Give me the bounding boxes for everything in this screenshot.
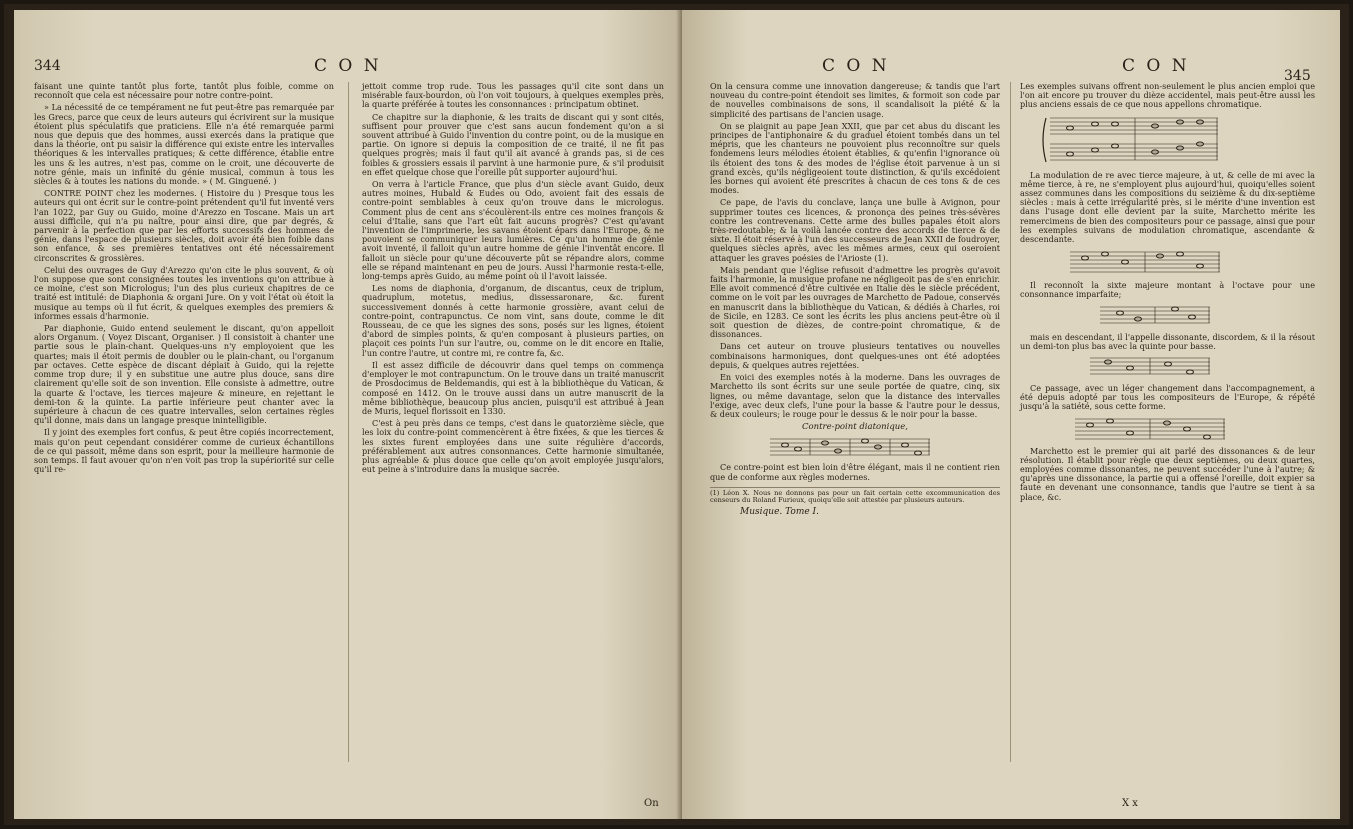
paragraph: » La nécessité de ce tempérament ne fut peut-être pas remarquée par les Grecs, parce que ceux de leurs auteurs qui écrivirent sur la musique étoient plus spéculatifs que praticiens. Elle n'a été remarquée parmi nous que depuis que des hommes, aussi exercés dans la pratique que dans la théorie, ont pu saisir la différence qui existe entre les intervalles théoriques & les intervalles pratiques; & cette différence, établie entre les uns & les autres, n'est pas, comme on le croit, une découverte de notre génie, mais un infinité du génie musical, commun à tous les siècles & à toutes les nations du monde. » ( M. Ginguené. ) (34, 102, 334, 187)
paragraph: Marchetto est le premier qui ait parlé des dissonances & de leur résolution. Il établit pour règle que deux septièmes, ou deux quartes, employées comme dissonantes, ne peuvent succéder l'une à l'autre; & qu'après une dissonance, la partie qui a offensé l'oreille, doit expier sa faute en devenant une consonnance, tandis que l'autre se tient à sa place, &c. (1020, 445, 1315, 502)
running-head-left: C O N (314, 56, 382, 76)
paragraph: CONTRE POINT chez les modernes. ( Histoire du ) Presque tous les auteurs qui ont écrit sur le contre-point prétendent qu'il fut inventé vers l'an 1022, par Guy ou Guido, moine d'Arezzo en Toscane. Mais un art aussi difficile, qui n'a pu naître, pour ainsi dire, que par degrés, & parvenir à la perfection que par les efforts successifs des hommes de génie, dans l'espace de plusieurs siècles, doit avoir été bien foible dans son enfance, & ses premières tentatives ont été nécessairement circonscrites & grossières. (34, 188, 334, 263)
paragraph: Les noms de diaphonia, d'organum, de discantus, ceux de triplum, quadruplum, motetus, medius, dissessaronare, &c. furent successivement donnés à cette harmonie grossière, avant celui de contre-point, contrapunctus. Ce nom vint, sans doute, comme le dit Rousseau, de ce que les signes des sons, posés sur les lignes, étoient d'abord de simples points, & qu'en composant à plusieurs parties, on plaçoit ces points l'un sur l'autre, ou, comme on le dit encore en Italie, l'un contre l'autre, ut contre mi, re contre fa, &c. (362, 283, 664, 358)
left-page (14, 10, 682, 819)
paragraph: Par diaphonie, Guido entend seulement le discant, qu'on appelloit alors Organum. ( Voyez Discant, Organiser. ) Il consistoit à chanter une partie sous le plain-chant. Quelques-uns n'y employoient que les quartes; mais il étoit permis de doubler ou le plain-chant, ou l'organum par octaves. Cette espèce de discant déplait à Guido, qui la rejette comme trop dure; il y en substitue une autre plus douce, sans dire clairement qu'elle soit de son invention. Elle consiste à admettre, outre la quarte & l'octave, les tierces majeure & mineure, en rejettant le demi-ton & la quinte. La partie inférieure peut chanter avec la supérieure à chacun de ces quatre intervalles, selon certaines règles qu'il donne, mais dans un langage presque inintelligible. (34, 323, 334, 426)
paragraph: Celui des ouvrages de Guy d'Arezzo qu'on cite le plus souvent, & où l'on suppose que sont consignées toutes les inventions qu'on attribue à ce moine, c'est son Micrologus; l'un des plus curieux chapitres de ce traité est intitulé: de Diaphonia & organi Jure. On y voit l'état où étoit la musique au temps où il fut écrit, & quelques exemples des premiers & informes essais d'harmonie. (34, 264, 334, 321)
signature-mark-right: X x (1122, 798, 1138, 809)
paragraph: Il est assez difficile de découvrir dans quel temps on commença d'employer le mot contrapunctum. On le trouve dans un traité manuscrit de Prosdocimus de Beldemandis, qui est à la bibliothèque du Vatican, & composé en 1412. On le trouve aussi dans un autre manuscrit de la même bibliothèque, beaucoup plus ancien, puisqu'il est attribué à Jean de Muris, lequel florissoit en 1330. (362, 359, 664, 416)
open-book-scan (4, 4, 1349, 825)
paragraph: jettoit comme trop rude. Tous les passages qu'il cite sont dans un misérable faux-bourdon, où l'on voit toujours, à quelques exemples près, la quarte préférée à toutes les consonnances : principatum obtinet. (362, 81, 664, 110)
music-example-form (1020, 416, 1315, 442)
right-page (682, 10, 1340, 819)
paragraph: Ce chapitre sur la diaphonie, & les traits de discant qui y sont cités, suffisent pour prouver que c'est sans aucun fondement qu'on a si souvent attribué à Guido l'invention du contre point, ou de la musique en partie. On ignore si depuis la composition de ce traité, il ne fit pas quelques progrès; mais il faut qu'il ait avancé à grands pas, si de ces foibles & grossiers essais il parvint à une harmonie pure, & s'il produisit en effet quelque chose que l'oreille pût supporter aujourd'hui. (362, 111, 664, 177)
paragraph: mais en descendant, il l'appelle dissonante, discordem, & il la résout un demi-ton plus bas avec la quinte pour basse. (1020, 331, 1315, 351)
paragraph: Les exemples suivans offrent non-seulement le plus ancien emploi que l'on ait encore pu trouver du dièze accidentel, mais peut-être aussi les plus anciens essais de ce que nous appellons chromatique. (1020, 81, 1315, 110)
right-column-1 (710, 82, 1000, 517)
music-example-chromatic-2 (1020, 248, 1315, 276)
column-rule (1010, 82, 1011, 762)
music-example-dissonance (1020, 355, 1315, 379)
music-example-diatonic (710, 436, 1000, 458)
catchword: On (644, 798, 659, 809)
paragraph: Dans cet auteur on trouve plusieurs tentatives ou nouvelles combinaisons harmoniques, dont quelques-unes ont été adoptées depuis, & quelques autres rejettées. (710, 341, 1000, 370)
signature-mark: Musique. Tome I. (740, 506, 819, 517)
paragraph: faisant une quinte tantôt plus forte, tantôt plus foible, comme on reconnoît que cela est nécessaire pour notre contre-point. (34, 81, 334, 101)
paragraph: On la censura comme une innovation dangereuse; & tandis que l'art nouveau du contre-point étendoit ses limites, & formoit son code par de nouvelles combinaisons de sons, il scandalisoit la piété & la simplicité des partisans de l'ancien usage. (710, 81, 1000, 119)
page-number-left: 344 (34, 58, 61, 74)
running-head-right-2: C O N (1122, 56, 1190, 76)
paragraph: En voici des exemples notés à la moderne. Dans les ouvrages de Marchetto ils sont écrits sur une seule portée de quatre, cinq, six lignes, ou même davantage, selon que la distance des intervalles l'exige, avec deux clefs, l'une pour la basse & l'autre pour le dessus, & deux couleurs; le rouge pour le dessus & le noir pour la basse. (710, 372, 1000, 419)
column-rule (348, 82, 349, 762)
music-example-chromatic-1 (1020, 114, 1315, 166)
page-number-right: 345 (1284, 68, 1311, 84)
footnote: (1) Léon X. Nous ne donnons pas pour un fait certain cette excommunication des censeurs du Roland Furieux, quoiqu'elle soit attestée par plusieurs auteurs. (710, 488, 1000, 505)
example-caption: Contre-point diatonique, (802, 422, 908, 433)
paragraph: C'est à peu près dans ce temps, c'est dans le quatorzième siècle, que les loix du contre-point commencèrent à être fixées, & que les tierces & les sixtes furent employées dans une suite régulière d'accords, préférablement aux autres consonnances. Cette harmonie simultanée, plus agréable & plus douce que celle qu'on avoit employée jusqu'alors, eut peine à s'introduire dans la musique sacrée. (362, 418, 664, 475)
paragraph: Mais pendant que l'église refusoit d'admettre les progrès qu'avoit faits l'harmonie, la musique profane ne négligeoit pas de s'en enrichir. Elle avoit commencé d'être cultivée en Italie dès le siècle précédent, comme on le voit par les ouvrages de Marchetto de Padoue, conservés en manuscrit dans la bibliothèque du Vatican, & dédiés à Charles, roi de Sicile, en 1283. Ce sont les écrits les plus anciens peut-être où il soit question de dièzes, de contre-point chromatique, & de dissonances. (710, 264, 1000, 340)
left-column-1 (34, 82, 334, 477)
right-column-2 (1020, 82, 1315, 505)
paragraph: Ce contre-point est bien loin d'être élégant, mais il ne contient rien que de conforme aux règles modernes. (710, 462, 1000, 482)
paragraph: Il y joint des exemples fort confus, & peut être copiés incorrectement, mais qu'on peut cependant considérer comme de curieux échantillons de ce qui passoit, même dans son esprit, pour la meilleure harmonie de son temps. Il faut avouer qu'on n'en voit pas trop la supériorité sur celle qu'il re- (34, 427, 334, 475)
paragraph: La modulation de re avec tierce majeure, à ut, & celle de mi avec la même tierce, à re, ne s'employent plus aujourd'hui, quoiqu'elles soient assez communes dans les compositions du seizième & du dix-septième siècles : mais à cette irrégularité près, si le mérite d'une invention est dans l'usage dont elle devient par la suite, Marchetto mérite les remercimens de bien des compositeurs pour ce passage, ainsi que pour les exemples suivans de modulation chromatique, ascendante & descendante. (1020, 169, 1315, 245)
paragraph: Ce pape, de l'avis du conclave, lança une bulle à Avignon, pour supprimer toutes ces licences, & prononça des peines très-sévères contre les contrevenans. Cette arme des bulles papales étoit alors très-redoutable; & la voilà lancée contre des accords de tierce & de sixte. Il étoit réservé à l'un des successeurs de Jean XXII de foudroyer, quelques siècles après, avec les mêmes armes, ceux qui oseroient attaquer les graves poésies de l'Arioste (1). (710, 197, 1000, 263)
paragraph: Ce passage, avec un léger changement dans l'accompagnement, a été depuis adopté par tous les compositeurs de l'Europe, & répété jusqu'à la satiété, sous cette forme. (1020, 383, 1315, 412)
paragraph: On se plaignit au pape Jean XXII, que par cet abus du discant les principes de l'antiphonaire & du graduel étoient tombés dans un tel mépris, que les chanteurs ne pouvoient plus reconnoître sur quels fondemens leurs mélodies étoient établies, & qu'enfin l'ignorance où ils étoient des tons & des modes de l'église étoit parvenue à un si grand excès, qu'ils négligeoient toute distinction, & qu'ils excédoient les bornes qui avoient été prescrites à chacun de ces tons & de ces modes. (710, 120, 1000, 196)
running-head-right-1: C O N (822, 56, 890, 76)
paragraph: Il reconnoît la sixte majeure montant à l'octave pour une consonnance imparfaite; (1020, 280, 1315, 300)
paragraph: On verra à l'article France, que plus d'un siècle avant Guido, deux autres moines, Hubald & Eudes ou Odo, avoient fait des essais de contre-point semblables à ceux qu'on trouve dans le micrologus. Comment plus de cent ans s'écoulèrent-ils entre ces moines françois & celui d'Italie, sans que l'art eût fait aucuns progrès? C'est qu'avant l'invention de l'imprimerie, les savans étoient épars dans l'Europe, & ne pouvoient se communiquer leurs lumières. Ce qu'un homme de génie avoit inventé, il falloit qu'un autre homme de génie l'inventât encore. Il falloit un siècle pour qu'une découverte pût se répandre alors, comme elle se répand maintenant en peu de jours. Aussi l'harmonie resta-t-elle, long-temps après Guido, au même point où il l'avoit laissée. (362, 179, 664, 282)
music-example-sixth (1020, 304, 1315, 328)
left-column-2 (362, 82, 664, 477)
